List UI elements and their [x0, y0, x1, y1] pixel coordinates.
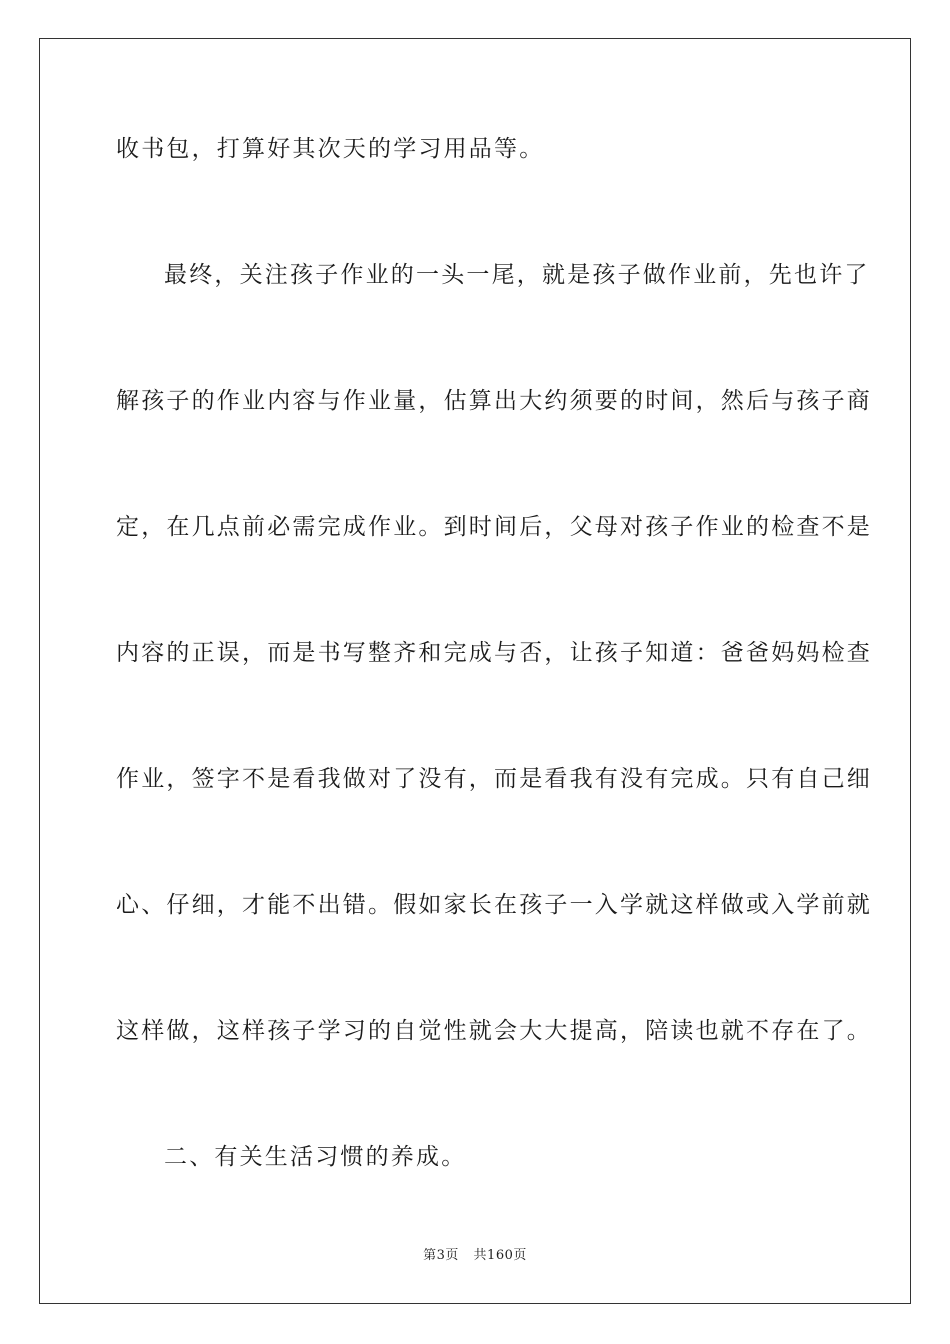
text-line: 定，在几点前必需完成作业。到时间后，父母对孩子作业的检查不是 [116, 514, 872, 540]
section-heading: 二、有关生活习惯的养成。 [164, 1144, 467, 1170]
page-footer [0, 1244, 950, 1263]
text-line: 心、仔细，才能不出错。假如家长在孩子一入学就这样做或入学前就 [116, 892, 872, 918]
page-number: 第3页 [423, 1248, 459, 1263]
page-total: 共160页 [473, 1248, 527, 1263]
text-line: 这样做，这样孩子学习的自觉性就会大大提高，陪读也就不存在了。 [116, 1018, 872, 1044]
document-body [116, 118, 872, 1189]
text-line: 作业，签字不是看我做对了没有，而是看我有没有完成。只有自己细 [116, 766, 872, 792]
text-line: 内容的正误，而是书写整齐和完成与否，让孩子知道：爸爸妈妈检查 [116, 640, 872, 666]
text-line: 收书包，打算好其次天的学习用品等。 [116, 136, 545, 162]
text-line: 解孩子的作业内容与作业量，估算出大约须要的时间，然后与孩子商 [116, 388, 872, 414]
paragraph-start-line: 最终，关注孩子作业的一头一尾，就是孩子做作业前，先也许了 [164, 262, 870, 288]
